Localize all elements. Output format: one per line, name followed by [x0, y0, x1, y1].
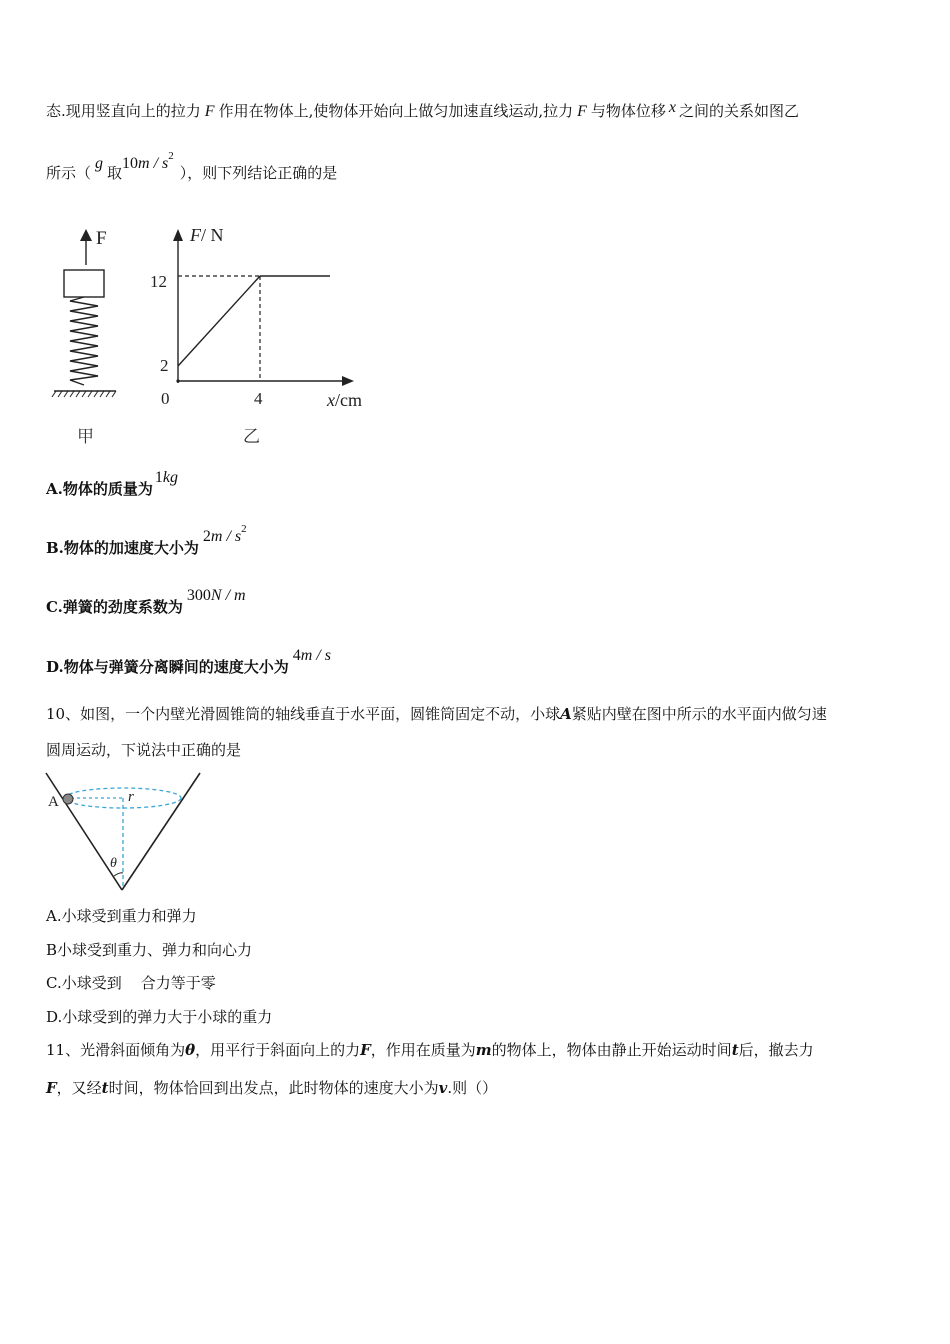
tick-4: 4: [254, 389, 263, 408]
q10-option-c: C.小球受到 合力等于零: [46, 974, 216, 992]
q9-option-b: B.物体的加速度大小为$2m / s^2$: [46, 523, 247, 557]
angle-label: θ: [110, 856, 117, 871]
q9-stem-line1: 态.现用竖直向上的拉力 F 作用在物体上,使物体开始向上做匀加速直线运动,拉力 F 与物体位移 x 之间的关系如图乙: [46, 99, 800, 120]
q9-option-c: C.弹簧的劲度系数为300N / m: [46, 587, 246, 616]
tick-0: 0: [161, 389, 170, 408]
graph-yi: [150, 225, 362, 447]
q10-stem-line2: 圆周运动，下说法中正确的是: [46, 741, 242, 759]
q11-stem-line1: 11、光滑斜面倾角为θ，用平行于斜面向上的力F，作用在质量为m的物体上，物体由静止开始运动时间t后，撤去力: [46, 1041, 814, 1059]
q9-option-d: D.物体与弹簧分离瞬间的速度大小为4m / s: [46, 647, 331, 676]
label-yi: 乙: [243, 427, 260, 447]
q9-figure: [40, 215, 380, 455]
q9-stem-line2: 所示（g取$10m / s^2$），则下列结论正确的是: [46, 150, 338, 182]
label-jia: 甲: [77, 427, 94, 447]
radius-label: r: [128, 789, 134, 805]
force-arrow-head: [80, 229, 92, 241]
ball: [63, 794, 73, 804]
x-axis-arrow: [342, 376, 354, 386]
block: [64, 270, 104, 297]
ball-label: A: [48, 794, 59, 810]
force-label: F: [96, 228, 107, 249]
spring-block-diagram: [52, 229, 116, 397]
q10-option-b: B小球受到重力、弹力和向心力: [46, 941, 253, 959]
q10-option-a: A.小球受到重力和弹力: [46, 907, 197, 925]
tick-12: 12: [150, 272, 167, 291]
angle-arc: [114, 873, 123, 876]
spring: [70, 297, 98, 385]
q10-cone-figure: [40, 770, 210, 900]
tick-2: 2: [160, 356, 169, 375]
q11-stem-line2: F，又经t时间，物体恰回到出发点，此时物体的速度大小为v.则（）: [46, 1079, 498, 1097]
q10-option-d: D.小球受到的弹力大于小球的重力: [46, 1008, 273, 1026]
y-axis-arrow: [173, 229, 183, 241]
q9-option-a: A.物体的质量为1kg: [46, 469, 178, 498]
x-axis-label: x/cm: [327, 390, 362, 410]
ground-hatch: [52, 391, 116, 397]
q10-stem-line1: 10、如图，一个内壁光滑圆锥筒的轴线垂直于水平面，圆锥筒固定不动，小球A紧贴内壁在图中所示的水平面内做匀速: [46, 705, 827, 723]
graph-ramp: [178, 276, 260, 366]
y-axis-label: F/ N: [190, 225, 224, 245]
